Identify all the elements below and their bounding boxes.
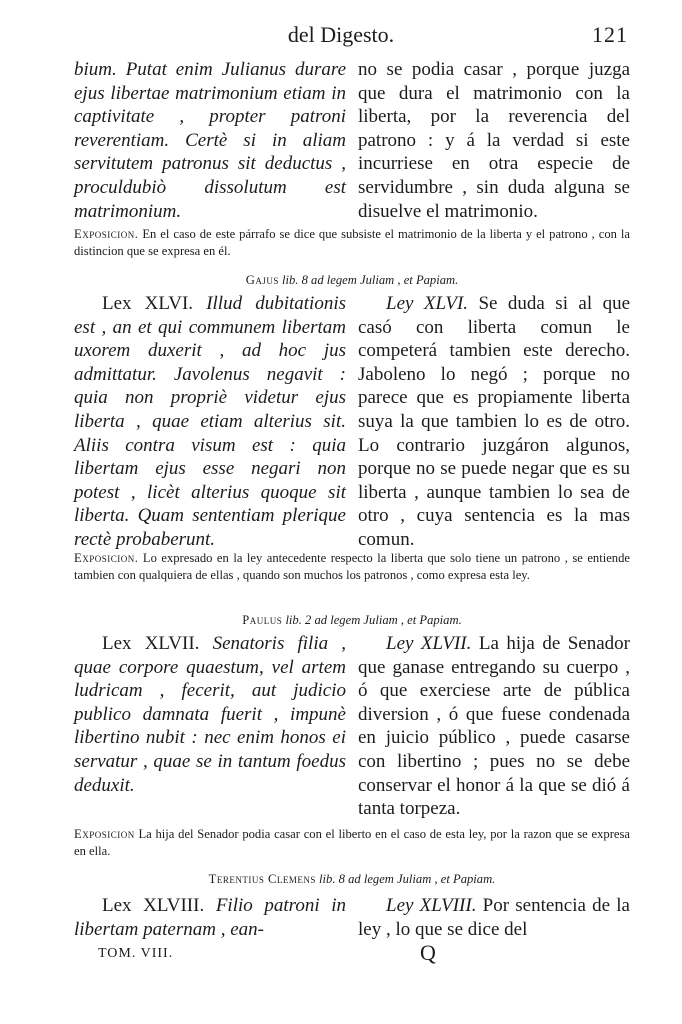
source-citation-1 <box>74 273 630 288</box>
law-heading-latin: Lex XLVI. <box>102 293 194 314</box>
lex-47-block <box>74 632 630 821</box>
law-heading-spanish: Ley XLVII. <box>386 633 472 654</box>
latin-column <box>74 632 346 821</box>
continuation-block <box>74 58 630 223</box>
latin-text: bium. Putat enim Julianus durare ejus libertae matrimonium etiam in captivitate , propter patroni reverentiam. Certè si in aliam servitutem patronus sit deductus , proculdubiò dissolutum est matrimonium. <box>74 59 346 222</box>
page-number: 121 <box>592 22 628 47</box>
spanish-column <box>358 632 630 821</box>
law-heading-spanish: Ley XLVIII. <box>386 895 477 916</box>
latin-law-text <box>74 632 346 797</box>
latin-body: Illud dubitationis est , an et qui communem libertam uxorem duxerit , ad hoc jus admittatur. Javolenus negavit : quia non propriè videtur ejus liberta , quae etiam alterius sit. Aliis contra visum est : quia libertam ejus esse negari non potest , licèt alterius quoque sit liberta. Quam sententiam plerique rectè probaberunt. <box>74 293 347 550</box>
exposicion-1 <box>74 226 630 260</box>
source-citation-3 <box>74 872 630 887</box>
source-author: Paulus <box>242 613 283 627</box>
spanish-column <box>358 894 630 941</box>
spanish-text: no se podia casar , porque juzga que dura el matrimonio con la liberta, por la reverencia del patrono : y á la verdad si este incurriese en otra especie de servidumbre , sin duda alguna se disuelve el matrimonio. <box>358 59 630 222</box>
spanish-column <box>358 292 630 552</box>
source-author: Gajus <box>245 273 279 287</box>
latin-law-text <box>74 292 346 552</box>
exposicion-text: En el caso de este párrafo se dice que subsiste el matrimonio de la liberta y el patrono , con la distincion que se expresa en él. <box>74 227 630 258</box>
exposicion-2 <box>74 550 630 584</box>
latin-body: Filio patroni in libertam paternam , ean- <box>74 895 347 940</box>
source-reference: lib. 2 ad legem Juliam , et Papiam. <box>285 613 462 627</box>
source-author: Terentius Clemens <box>208 872 316 886</box>
exposicion-label: Exposicion. <box>74 227 139 241</box>
law-heading-spanish: Ley XLVI. <box>386 293 469 314</box>
exposicion-3 <box>74 826 630 860</box>
exposicion-text: La hija del Senador podia casar con el liberto en el caso de esta ley, por la razon que se expresa en ella. <box>74 827 630 858</box>
source-reference: lib. 8 ad legem Juliam , et Papiam. <box>281 273 459 287</box>
spanish-law-text <box>358 632 630 821</box>
latin-column <box>74 58 346 223</box>
latin-body: Senatoris filia , quae corpore quaestum, vel artem ludricam , fecerit, aut judicio publico damnata fuerit , impunè libertino nubit : nec enim honos ei servatur , quae se in tantum foedus deduxit. <box>74 633 347 796</box>
signature-mark: Q <box>420 940 436 965</box>
latin-law-text <box>74 894 346 941</box>
latin-column <box>74 292 346 552</box>
spanish-body: Se duda si al que casó con liberta comun le competerá tambien este derecho. Jaboleno lo negó ; porque no parece que es propiamente liberta suya la que tambien lo es de otro. Lo contrario juzgáron algunos, porque no se puede negar que es su liberta , aunque tambien lo sea de otro , cuya sentencia es la mas comun. <box>358 293 630 550</box>
running-title: del Digesto. <box>287 22 395 47</box>
page-footer <box>98 940 618 966</box>
lex-48-block <box>74 894 630 941</box>
law-heading-latin: Lex XLVIII. <box>102 895 205 916</box>
latin-column <box>74 894 346 941</box>
exposicion-label: Exposicion <box>74 827 135 841</box>
page-header <box>0 22 682 50</box>
lex-46-block <box>74 292 630 552</box>
spanish-body: Por sentencia de la ley , lo que se dice del <box>358 895 630 940</box>
law-heading-latin: Lex XLVII. <box>102 633 200 654</box>
spanish-law-text <box>358 894 630 941</box>
source-reference: lib. 8 ad legem Juliam , et Papiam. <box>319 872 496 886</box>
spanish-law-text <box>358 292 630 552</box>
spanish-column <box>358 58 630 223</box>
spanish-body: La hija de Senador que ganase entregando su cuerpo , ó que exerciese arte de pública diversion , ó que fuese condenada en juicio público , puede casarse con libertino ; pues no se debe conservar el honor á la que se dió á tanta torpeza. <box>358 633 630 820</box>
exposicion-label: Exposicion. <box>74 551 139 565</box>
exposicion-text: Lo expresado en la ley antecedente respecto la liberta que solo tiene un patrono , se entiende tambien con qualquiera de ellas , quando son muchos los patronos , como expresa esta ley. <box>74 551 630 582</box>
volume-label: TOM. VIII. <box>98 946 174 961</box>
source-citation-2 <box>74 613 630 628</box>
